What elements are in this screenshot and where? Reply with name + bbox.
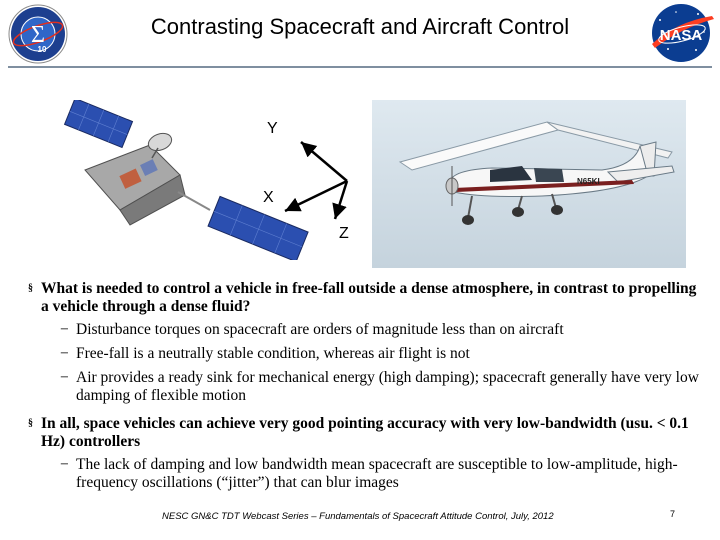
bullet-list <box>28 280 700 498</box>
bullet-item <box>28 415 700 451</box>
sub-bullet-marker: − <box>60 345 69 362</box>
sub-bullet-marker: − <box>60 321 69 338</box>
bullet-text: What is needed to control a vehicle in free-fall outside a dense atmosphere, in contrast to propelling a vehicle through a dense fluid? <box>41 280 697 315</box>
sub-bullet-item <box>28 456 700 492</box>
body-axes-diagram <box>255 115 375 250</box>
header-divider <box>8 66 712 68</box>
page-number: 7 <box>670 509 676 519</box>
logo-number: 10 <box>37 45 47 54</box>
y-axis-label: Y <box>267 120 278 137</box>
sub-bullet-text: The lack of damping and low bandwidth mean spacecraft are susceptible to low-amplitude, high-frequency oscillations (“jitter”) that can blur images <box>76 456 678 491</box>
nesc-logo <box>4 4 72 64</box>
aircraft-photo <box>372 100 686 268</box>
nasa-wordmark: NASA <box>659 27 703 44</box>
sub-bullet-text: Disturbance torques on spacecraft are orders of magnitude less than on aircraft <box>76 321 564 338</box>
bullet-marker: § <box>28 283 33 294</box>
sub-bullet-text: Air provides a ready sink for mechanical energy (high damping); spacecraft generally have very low damping of flexible motion <box>76 369 699 404</box>
sub-bullet-item <box>28 345 700 363</box>
bullet-item <box>28 280 700 316</box>
sigma-symbol: Σ <box>31 22 45 48</box>
page-title: Contrasting Spacecraft and Aircraft Control <box>150 14 570 39</box>
z-axis-label: Z <box>339 225 349 242</box>
x-axis-label: X <box>263 189 274 206</box>
tail-registration: N65KI <box>577 177 600 186</box>
sub-bullet-item <box>28 321 700 339</box>
sub-bullet-text: Free-fall is a neutrally stable condition, whereas air flight is not <box>76 345 470 362</box>
footer-text: NESC GN&C TDT Webcast Series – Fundamentals of Spacecraft Attitude Control, July, 2012 <box>162 511 554 522</box>
sub-bullet-item <box>28 369 700 405</box>
bullet-text: In all, space vehicles can achieve very good pointing accuracy with very low-bandwidth (usu. < 0.1 Hz) controllers <box>41 415 689 450</box>
bullet-marker: § <box>28 418 33 429</box>
nasa-meatball-logo <box>646 2 716 64</box>
y-axis-arrow <box>301 142 347 181</box>
sub-bullet-marker: − <box>60 369 69 386</box>
sub-bullet-marker: − <box>60 456 69 473</box>
